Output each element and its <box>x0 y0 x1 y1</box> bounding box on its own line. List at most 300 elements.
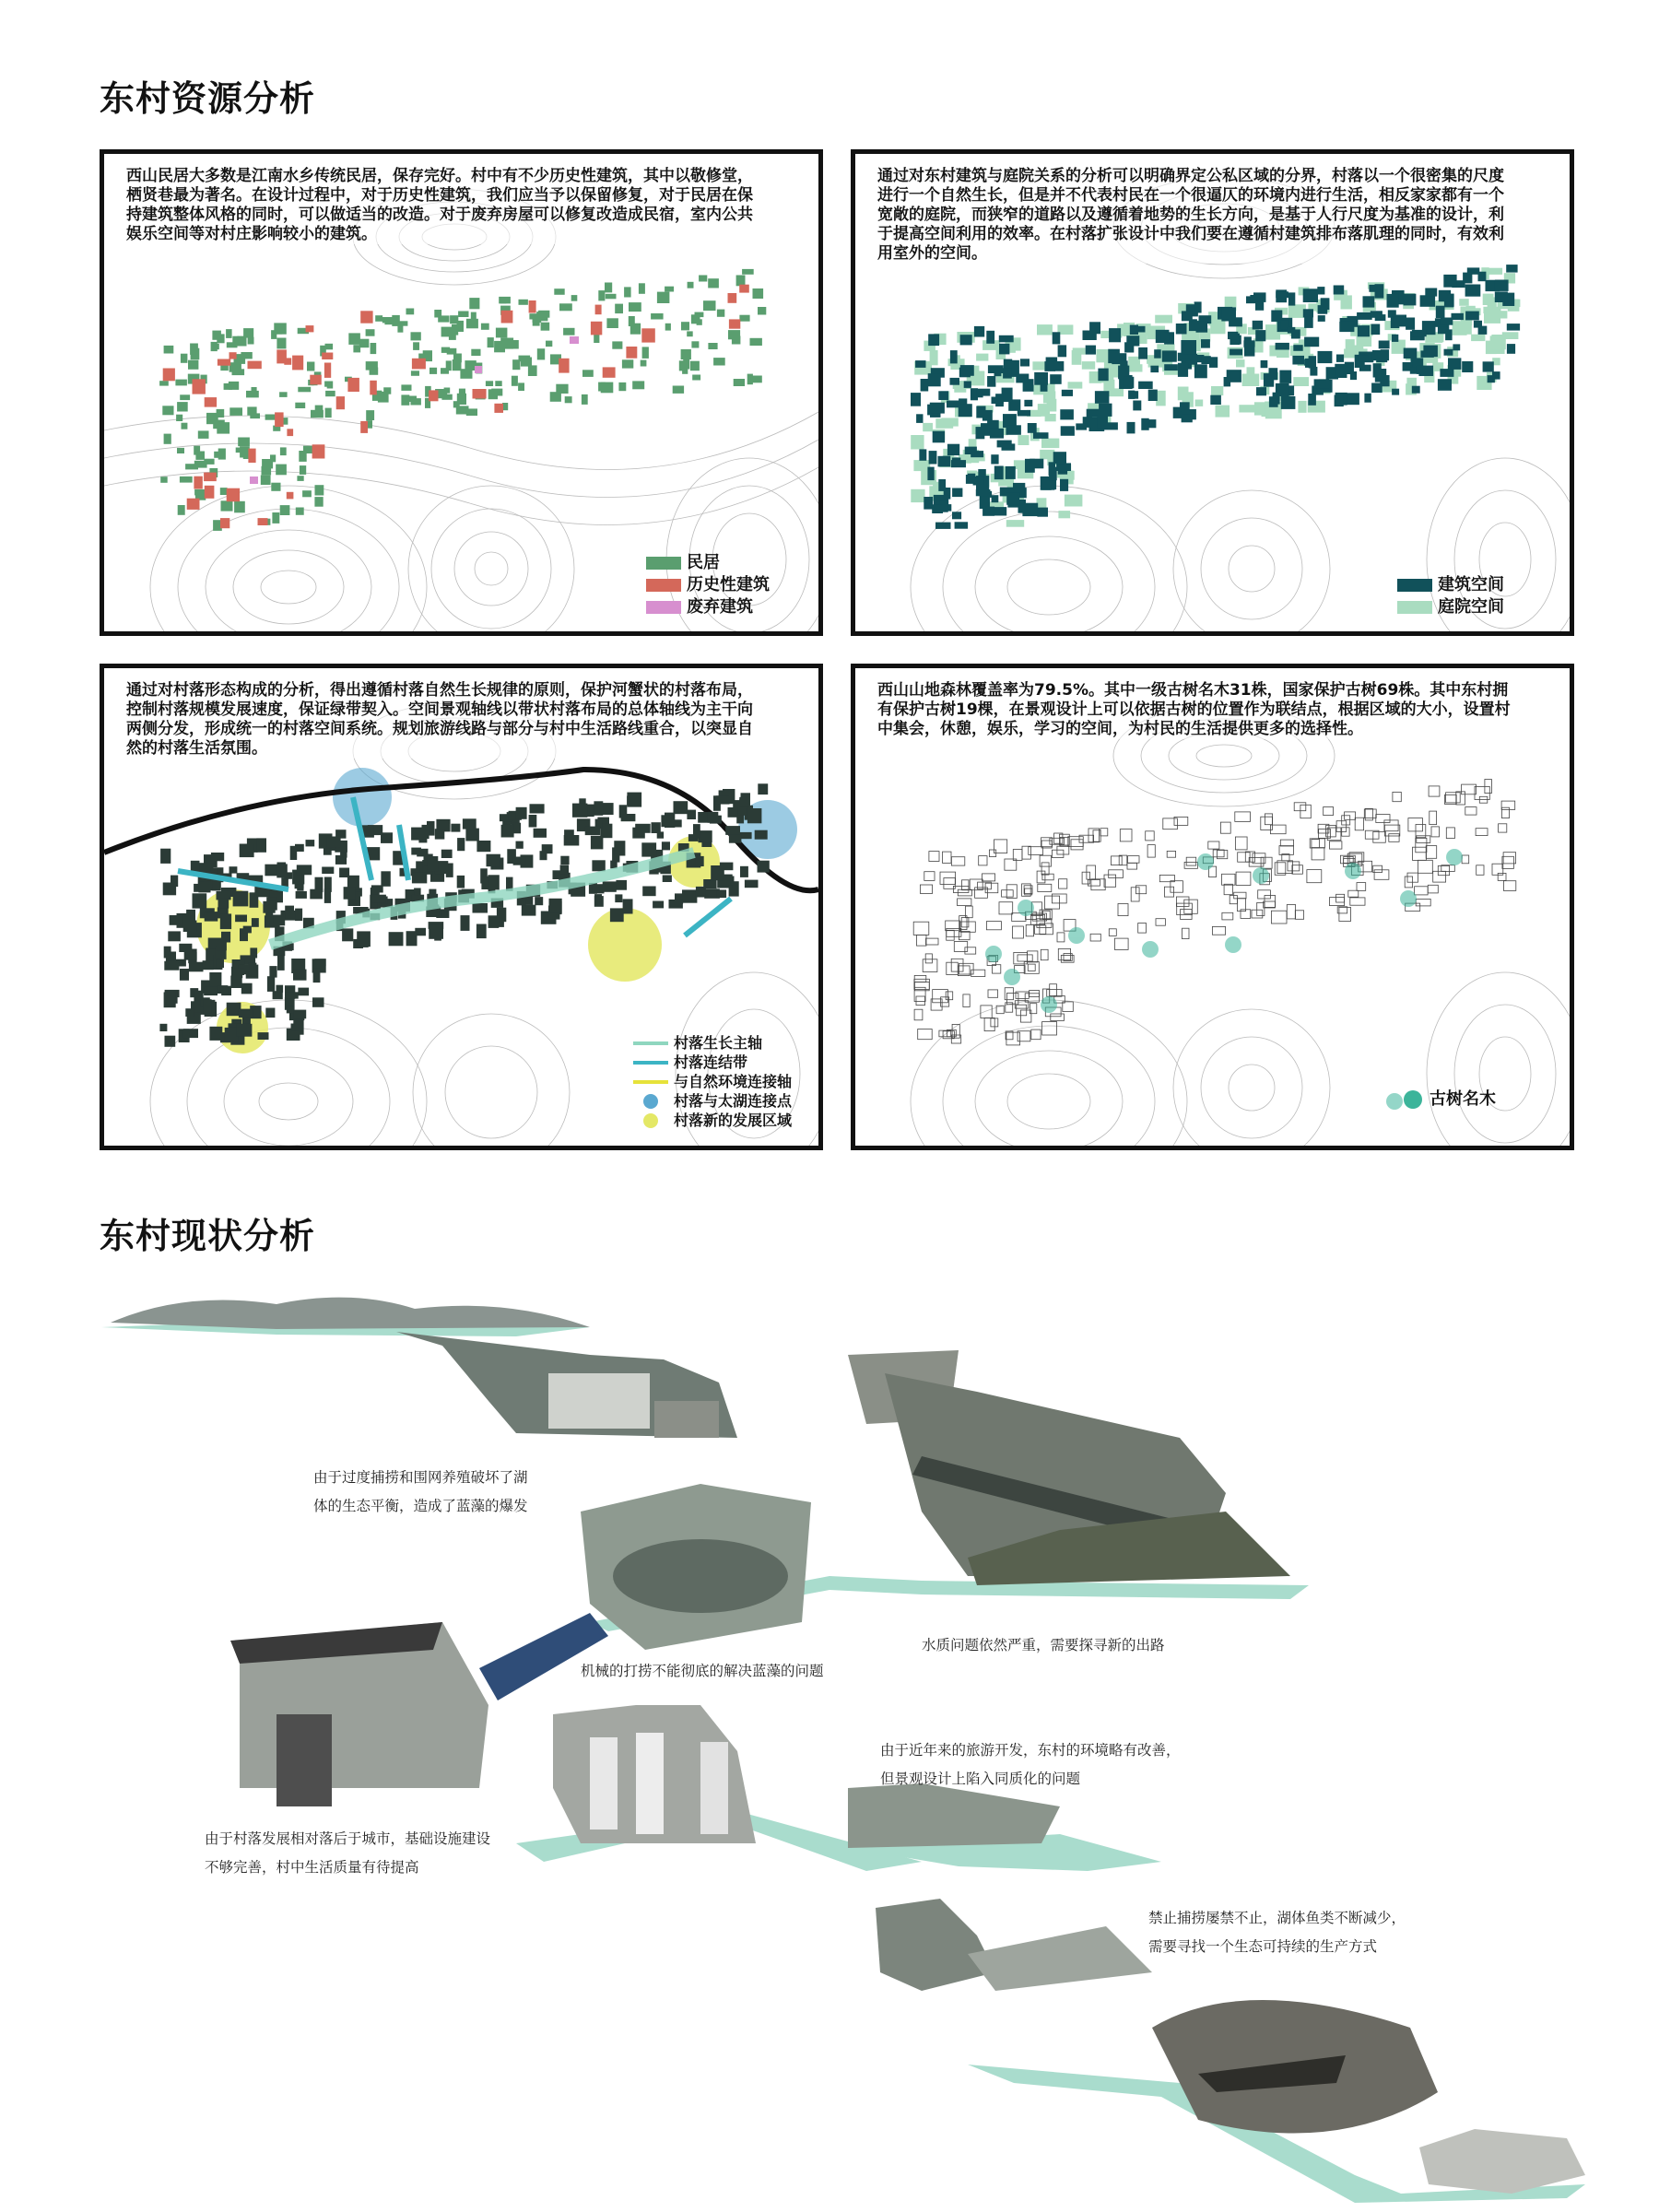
courtyard-footprint <box>1242 374 1260 387</box>
building-footprint <box>1201 339 1210 348</box>
building-outline <box>959 931 970 939</box>
building-outline <box>954 942 967 952</box>
residence-footprint <box>159 381 169 385</box>
building-outline <box>1082 872 1089 884</box>
panel-space-relations <box>851 149 1574 636</box>
caption-mechanical-cleaning <box>581 1657 824 1686</box>
building-footprint <box>1364 394 1371 403</box>
residence-footprint <box>665 287 674 292</box>
building-footprint <box>1412 386 1420 394</box>
building-footprint <box>322 867 334 875</box>
residence-footprint <box>411 332 421 340</box>
building-footprint <box>1086 346 1096 355</box>
residence-footprint <box>632 381 644 389</box>
legend-residence <box>646 552 770 574</box>
historic-footprint <box>194 477 202 489</box>
residence-footprint <box>300 465 306 475</box>
building-footprint <box>591 836 604 850</box>
building-footprint <box>381 832 393 843</box>
residence-footprint <box>214 452 225 458</box>
panel-village-form <box>100 664 823 1150</box>
residence-footprint <box>298 387 311 393</box>
building-footprint <box>1230 349 1242 356</box>
building-footprint <box>1318 315 1325 322</box>
building-outline <box>982 874 995 881</box>
building-outline <box>1287 905 1295 919</box>
building-footprint <box>623 899 633 913</box>
historic-footprint <box>429 390 438 401</box>
building-outline <box>981 1006 992 1018</box>
building-footprint <box>185 1008 194 1017</box>
building-outline <box>1384 820 1398 831</box>
building-footprint <box>1292 356 1304 365</box>
building-footprint <box>241 983 253 994</box>
residence-footprint <box>226 329 232 338</box>
building-footprint <box>669 900 683 909</box>
legend-line <box>633 1061 668 1065</box>
building-footprint <box>1098 369 1108 382</box>
building-footprint <box>1058 345 1067 357</box>
residence-footprint <box>409 396 417 403</box>
lake-landscape-photo <box>111 1298 737 1438</box>
residence-footprint <box>164 434 171 444</box>
building-footprint <box>973 477 984 486</box>
building-footprint <box>1130 391 1138 399</box>
building-footprint <box>211 853 224 861</box>
building-outline <box>1462 855 1469 864</box>
residence-footprint <box>739 315 749 322</box>
building-footprint <box>1276 383 1289 396</box>
building-outline <box>1330 841 1342 849</box>
historic-footprint <box>248 361 262 370</box>
legend-link-belt <box>633 1053 792 1072</box>
building-footprint <box>615 894 622 902</box>
building-footprint <box>1141 418 1148 430</box>
building-footprint <box>230 976 241 989</box>
residence-footprint <box>234 501 245 513</box>
historic-footprint <box>220 518 229 528</box>
building-footprint <box>1006 492 1019 505</box>
building-outline <box>1429 786 1440 796</box>
building-footprint <box>974 326 984 337</box>
residence-footprint <box>375 315 382 322</box>
building-outline <box>1128 856 1139 864</box>
building-footprint <box>313 969 321 983</box>
historic-footprint <box>227 488 240 502</box>
historic-footprint <box>287 492 294 500</box>
building-footprint <box>1334 286 1345 295</box>
building-outline <box>1330 898 1345 906</box>
residence-footprint <box>457 394 466 405</box>
building-outline <box>1022 846 1030 859</box>
building-footprint <box>1304 315 1313 328</box>
building-footprint <box>696 856 704 866</box>
building-outline <box>914 1009 923 1020</box>
building-footprint <box>991 454 998 464</box>
legend-label: 村落生长主轴 <box>674 1034 763 1052</box>
courtyard-footprint <box>1155 315 1172 324</box>
building-footprint <box>205 912 218 922</box>
building-footprint <box>594 801 603 816</box>
building-footprint <box>218 985 228 994</box>
building-footprint <box>1467 267 1480 274</box>
village-house-photo <box>230 1622 488 1806</box>
residence-footprint <box>348 333 360 345</box>
caption-line: 需要寻找一个生态可持续的生产方式 <box>1148 1938 1378 1955</box>
courtyard-footprint <box>1195 400 1204 406</box>
building-footprint <box>1448 358 1461 370</box>
building-footprint <box>243 926 252 934</box>
building-footprint <box>1109 328 1121 342</box>
building-footprint <box>1440 369 1453 377</box>
building-footprint <box>164 961 179 971</box>
building-outline <box>1292 865 1303 875</box>
building-footprint <box>990 429 1004 439</box>
building-footprint <box>1308 394 1316 406</box>
residence-footprint <box>582 394 588 405</box>
residence-footprint <box>279 392 288 397</box>
building-outline <box>962 880 970 890</box>
building-outline <box>1501 801 1515 809</box>
legend-dot <box>643 1094 658 1109</box>
building-footprint <box>1244 344 1254 357</box>
caption-tourism <box>880 1736 1181 1794</box>
building-footprint <box>481 877 488 889</box>
legend-line <box>633 1041 668 1045</box>
building-footprint <box>938 456 951 467</box>
building-footprint <box>285 992 298 998</box>
building-footprint <box>747 808 762 823</box>
building-footprint <box>1423 346 1438 358</box>
residence-footprint <box>734 379 745 386</box>
building-footprint <box>929 451 937 464</box>
building-outline <box>1109 929 1116 936</box>
building-footprint <box>293 1010 306 1019</box>
building-footprint <box>1357 312 1372 320</box>
residence-footprint <box>559 303 572 311</box>
building-footprint <box>180 969 189 981</box>
building-footprint <box>938 391 948 400</box>
residence-footprint <box>441 347 450 353</box>
building-footprint <box>1452 313 1464 320</box>
legend-main-axis <box>633 1033 792 1053</box>
legend-historic <box>646 574 770 596</box>
building-outline <box>1288 862 1300 871</box>
building-footprint <box>1373 363 1382 377</box>
legend-label: 历史性建筑 <box>687 575 770 594</box>
courtyard-footprint <box>923 423 933 431</box>
building-outline <box>1430 811 1437 825</box>
building-footprint <box>1318 351 1333 363</box>
building-footprint <box>1253 321 1263 330</box>
caption-infrastructure <box>205 1825 490 1882</box>
building-footprint <box>693 824 700 839</box>
building-outline <box>1052 850 1064 857</box>
residence-footprint <box>691 341 699 347</box>
building-outline <box>1431 827 1440 837</box>
residence-footprint <box>728 330 740 339</box>
building-footprint <box>428 856 439 871</box>
historic-footprint <box>739 285 749 293</box>
building-footprint <box>662 841 670 850</box>
residence-footprint <box>324 382 333 387</box>
legend-new-area <box>633 1111 792 1130</box>
building-outline <box>925 954 932 963</box>
building-footprint <box>1506 265 1517 273</box>
building-outline <box>1167 851 1175 857</box>
historic-footprint <box>336 396 345 409</box>
building-outline <box>1006 885 1017 899</box>
caption-algae-outbreak <box>313 1464 528 1521</box>
building-outline <box>1307 870 1322 883</box>
residence-footprint <box>541 323 550 331</box>
building-footprint <box>572 804 587 818</box>
building-outline <box>984 1018 994 1030</box>
building-footprint <box>1406 318 1415 330</box>
building-footprint <box>614 841 625 855</box>
building-outline <box>1235 837 1247 850</box>
building-footprint <box>635 824 651 833</box>
building-outline <box>1236 872 1251 885</box>
residence-footprint <box>657 292 670 303</box>
building-footprint <box>1363 296 1375 307</box>
building-footprint <box>1062 390 1073 396</box>
building-footprint <box>641 842 656 856</box>
building-footprint <box>1276 343 1289 350</box>
residence-footprint <box>314 497 323 507</box>
building-outline <box>1041 949 1048 959</box>
building-footprint <box>1076 423 1087 429</box>
building-footprint <box>725 826 740 835</box>
building-footprint <box>1182 311 1193 321</box>
historic-footprint <box>559 359 569 373</box>
building-footprint <box>1317 287 1324 294</box>
building-footprint <box>1288 292 1295 305</box>
building-footprint <box>1006 466 1016 479</box>
building-outline <box>1213 850 1224 857</box>
ancient-tree-dot <box>1041 996 1057 1013</box>
ancient-tree-dot <box>1345 863 1361 879</box>
historic-footprint <box>322 353 333 360</box>
panel-2-legend <box>1397 574 1504 618</box>
building-footprint <box>755 830 768 840</box>
legend-building-space <box>1397 574 1504 596</box>
building-outline <box>1502 856 1514 868</box>
courtyard-footprint <box>1037 324 1053 335</box>
building-footprint <box>1138 347 1147 359</box>
building-outline <box>1038 884 1052 891</box>
legend-label: 庭院空间 <box>1438 597 1504 617</box>
building-footprint <box>928 334 939 346</box>
building-footprint <box>285 906 294 921</box>
residence-footprint <box>441 394 452 400</box>
residence-footprint <box>250 413 260 418</box>
legend-label: 村落新的发展区域 <box>674 1112 793 1129</box>
building-footprint <box>1492 371 1500 380</box>
building-footprint <box>160 849 171 864</box>
legend-label: 村落与太湖连接点 <box>674 1092 793 1110</box>
building-outline <box>1012 926 1023 938</box>
building-footprint <box>1060 479 1068 491</box>
building-outline <box>1071 840 1083 850</box>
historic-footprint <box>529 300 536 313</box>
building-footprint <box>995 394 1004 406</box>
residence-footprint <box>378 392 389 403</box>
building-footprint <box>717 889 726 898</box>
ancient-tree-dot <box>1018 900 1034 916</box>
residence-footprint <box>371 343 377 354</box>
residence-footprint <box>441 368 449 374</box>
building-footprint <box>218 899 229 909</box>
building-footprint <box>164 993 176 1008</box>
building-outline <box>1477 865 1484 876</box>
historic-footprint <box>292 356 303 371</box>
building-footprint <box>193 893 207 908</box>
residence-footprint <box>639 283 645 294</box>
building-outline <box>958 899 971 906</box>
residence-footprint <box>550 392 561 402</box>
building-footprint <box>277 955 285 971</box>
building-outline <box>1090 934 1100 941</box>
residence-footprint <box>406 309 415 315</box>
building-outline <box>1446 828 1454 839</box>
caption-line: 由于村落发展相对落后于城市，基础设施建设 <box>205 1830 491 1847</box>
trees-map <box>855 668 1570 1146</box>
building-footprint <box>389 932 404 946</box>
building-footprint <box>1221 307 1236 321</box>
caption-line: 体的生态平衡，造成了蓝藻的爆发 <box>313 1498 528 1514</box>
building-footprint <box>295 844 304 852</box>
building-outline <box>1114 938 1128 949</box>
building-outline <box>1120 830 1132 841</box>
building-footprint <box>1279 371 1291 383</box>
building-footprint <box>950 350 958 363</box>
residence-footprint <box>229 407 242 416</box>
building-footprint <box>916 414 923 423</box>
legend-lake-point <box>633 1091 792 1111</box>
historic-footprint <box>729 319 740 328</box>
legend-dot <box>1404 1090 1422 1109</box>
building-footprint <box>1133 401 1141 411</box>
building-footprint <box>291 1024 299 1031</box>
building-footprint <box>745 880 759 888</box>
building-footprint <box>564 830 574 843</box>
building-outline <box>1068 837 1084 847</box>
building-footprint <box>530 804 545 813</box>
building-outline <box>1024 962 1039 974</box>
building-footprint <box>1182 415 1193 422</box>
residence-footprint <box>359 339 370 348</box>
building-footprint <box>741 793 751 806</box>
building-footprint <box>451 824 460 832</box>
building-outline <box>1222 912 1233 920</box>
building-footprint <box>952 488 962 498</box>
building-footprint <box>306 840 315 846</box>
building-outline <box>1336 894 1345 902</box>
courtyard-footprint <box>1459 299 1468 306</box>
building-footprint <box>412 873 427 884</box>
residence-footprint <box>537 348 545 359</box>
residence-footprint <box>241 352 252 359</box>
building-outline <box>1035 925 1046 935</box>
building-footprint <box>1304 337 1319 347</box>
building-footprint <box>976 489 991 496</box>
building-footprint <box>924 497 933 510</box>
building-footprint <box>740 866 748 877</box>
building-footprint <box>716 795 730 804</box>
residence-footprint <box>296 508 304 515</box>
ancient-tree-dot <box>1068 927 1085 944</box>
building-footprint <box>992 495 999 502</box>
residence-footprint <box>243 328 253 338</box>
building-footprint <box>1387 294 1399 308</box>
building-footprint <box>960 335 972 345</box>
building-footprint <box>960 365 974 376</box>
building-footprint <box>1441 318 1453 325</box>
building-outline <box>1364 809 1376 818</box>
legend-swatch <box>1397 579 1432 592</box>
building-footprint <box>1255 330 1265 341</box>
ancient-tree-dot <box>1004 969 1020 985</box>
historic-footprint <box>347 378 359 392</box>
building-outline <box>1112 856 1123 865</box>
building-footprint <box>1495 291 1508 302</box>
building-footprint <box>1181 340 1196 354</box>
courtyard-footprint <box>1103 380 1114 392</box>
residence-footprint <box>178 505 185 515</box>
building-outline <box>1093 830 1100 841</box>
legend-swatch <box>646 557 681 570</box>
building-footprint <box>592 884 604 893</box>
building-outline <box>1224 884 1232 894</box>
courtyard-footprint <box>1406 378 1417 386</box>
residence-footprint <box>444 388 451 394</box>
building-footprint <box>982 507 994 516</box>
building-footprint <box>488 875 499 889</box>
historic-footprint <box>287 429 293 436</box>
building-outline <box>1005 988 1013 1000</box>
building-outline <box>1031 1030 1041 1040</box>
building-footprint <box>1050 374 1062 384</box>
historic-footprint <box>641 328 655 342</box>
legend-label: 废弃建筑 <box>687 597 753 617</box>
building-outline <box>1271 911 1287 924</box>
residence-footprint <box>681 349 691 359</box>
building-footprint <box>930 403 945 414</box>
ancient-tree-dot <box>1142 941 1159 958</box>
residence-footprint <box>272 512 279 524</box>
building-footprint <box>915 360 925 368</box>
building-footprint <box>287 1006 294 1014</box>
courtyard-footprint <box>1065 495 1083 507</box>
reed-boat-photo <box>848 1350 1290 1585</box>
building-footprint <box>994 466 1004 480</box>
historic-footprint <box>595 305 602 315</box>
building-footprint <box>1033 432 1049 439</box>
residence-footprint <box>612 341 622 348</box>
historic-footprint <box>163 369 175 382</box>
building-footprint <box>971 388 978 400</box>
building-footprint <box>1194 301 1202 312</box>
residence-footprint <box>469 298 479 309</box>
building-footprint <box>1161 333 1170 340</box>
residence-footprint <box>180 394 190 400</box>
building-footprint <box>1392 335 1398 342</box>
courtyard-footprint <box>1018 435 1029 445</box>
building-outline <box>1348 890 1359 897</box>
residence-footprint <box>465 360 476 371</box>
residence-footprint <box>211 342 218 351</box>
